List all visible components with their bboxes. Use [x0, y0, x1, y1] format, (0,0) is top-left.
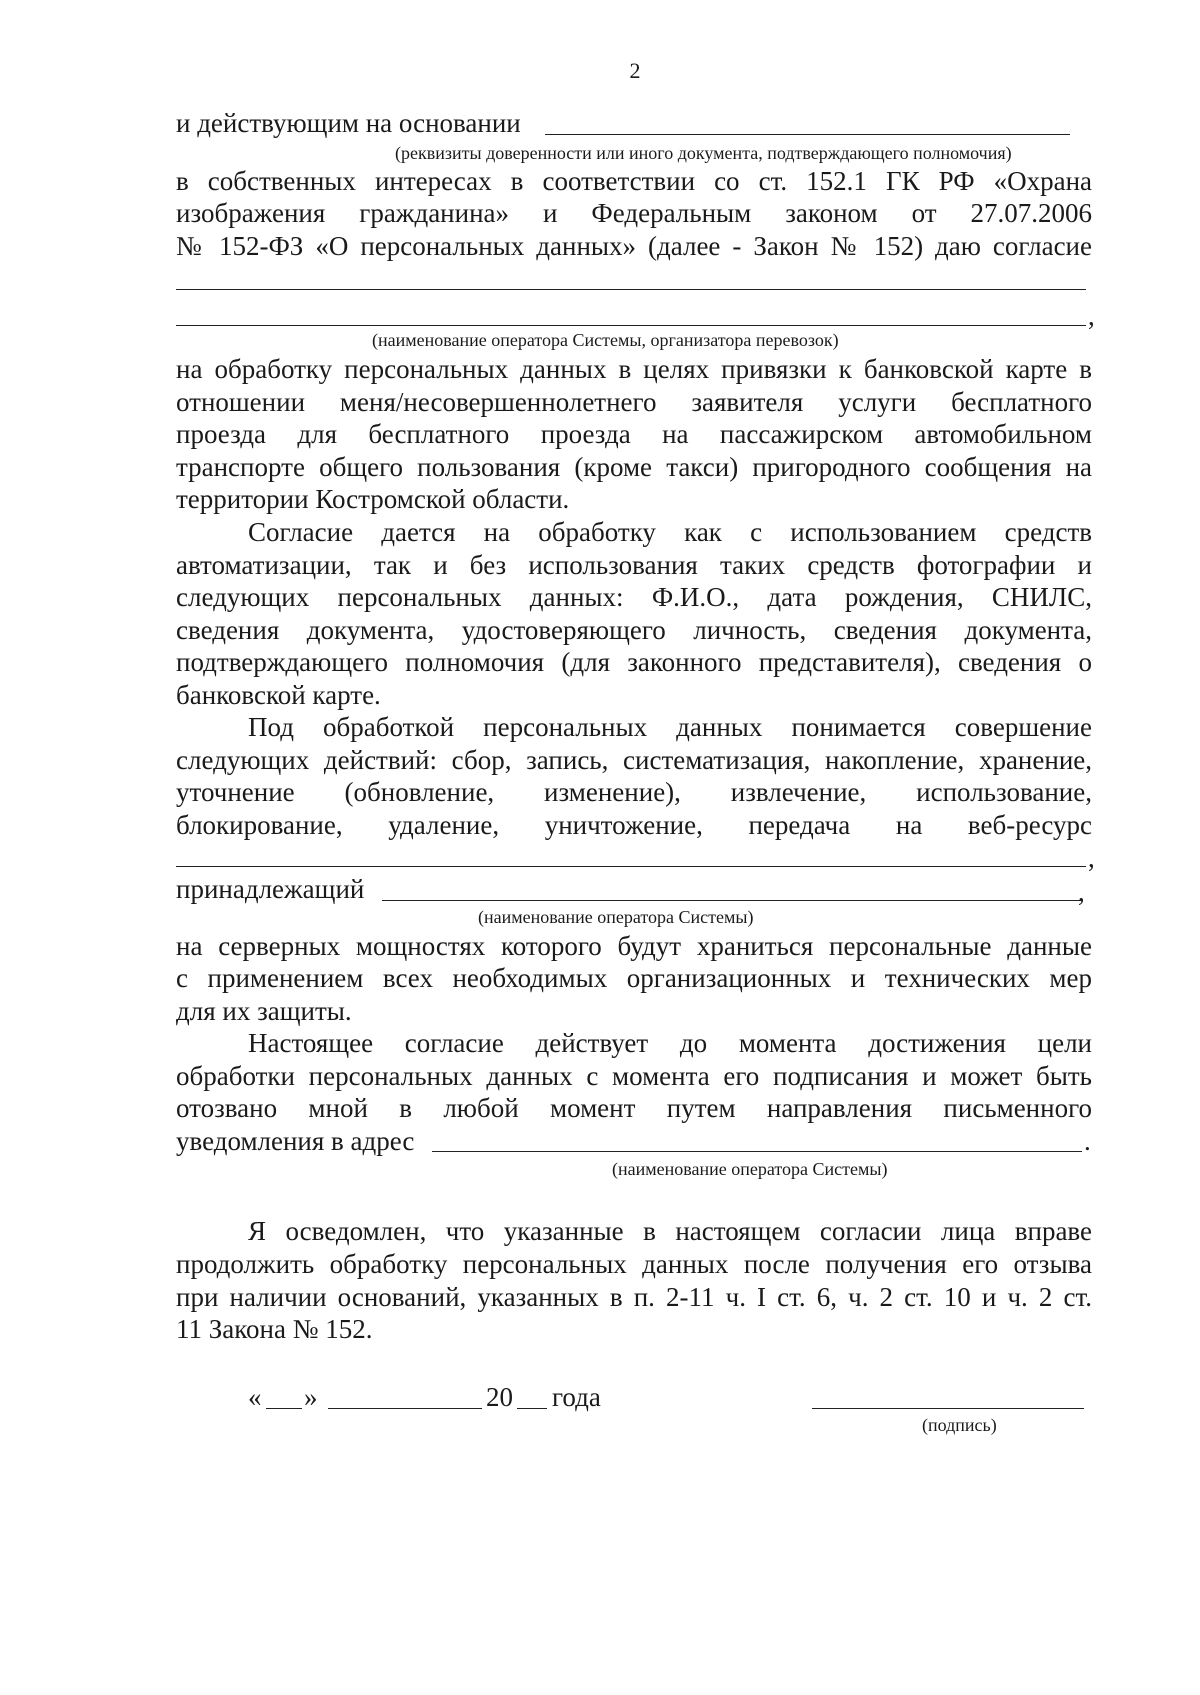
address-field[interactable] [432, 1151, 1082, 1152]
owner-name-caption: (наименование оператора Системы) [478, 907, 754, 927]
paragraph-validity-line: отозвано мной в любой момент путем направления письменного [176, 1093, 1092, 1123]
paragraph-processing-line: Под обработкой персональных данных понимается совершение [248, 712, 1092, 742]
paragraph-withdrawal-line: Я осведомлен, что указанные в настоящем согласии лица вправе [248, 1216, 1092, 1246]
paragraph-consent-scope-line: следующих персональных данных: Ф.И.О., дата рождения, СНИЛС, [176, 582, 1092, 612]
paragraph-withdrawal-line: продолжить обработку персональных данных после получения его отзыва [176, 1249, 1092, 1279]
address-caption: (наименование оператора Системы) [612, 1159, 888, 1179]
operator-name-field-1[interactable] [176, 289, 1086, 290]
paragraph-consent-scope-line: сведения документа, удостоверяющего личность, сведения документа, [176, 615, 1092, 645]
date-close-quote: » [304, 1382, 318, 1412]
address-label: уведомления в адрес [176, 1126, 415, 1156]
address-field-period: . [1084, 1126, 1091, 1156]
paragraph-consent-scope-line: Согласие дается на обработку как с использованием средств [248, 517, 1092, 547]
owner-field-comma: , [1078, 877, 1085, 907]
basis-label: и действующим на основании [176, 108, 521, 138]
operator-name-caption: (наименование оператора Системы, организатора перевозок) [372, 330, 839, 350]
signature-field[interactable] [812, 1408, 1084, 1409]
paragraph-processing-line: блокирование, удаление, уничтожение, передача на веб-ресурс [176, 810, 1092, 840]
date-month-field[interactable] [328, 1408, 482, 1409]
paragraph-purpose-line: на обработку персональных данных в целях привязки к банковской карте в [176, 354, 1092, 384]
date-day-field[interactable] [266, 1408, 302, 1409]
basis-document-field[interactable] [545, 134, 1070, 135]
paragraph-storage-line: с применением всех необходимых организационных и технических мер [176, 963, 1092, 993]
paragraph-purpose-line: проезда для бесплатного проезда на пассажирском автомобильном [176, 419, 1092, 449]
paragraph-legal-basis-line: в собственных интересах в соответствии со ст. 152.1 ГК РФ «Охрана [176, 166, 1092, 196]
paragraph-validity-line: обработки персональных данных с момента его подписания и может быть [176, 1061, 1092, 1091]
paragraph-purpose-line: территории Костромской области. [176, 484, 570, 514]
paragraph-purpose-line: отношении меня/несовершеннолетнего заявителя услуги бесплатного [176, 387, 1092, 417]
paragraph-consent-scope-line: банковской карте. [176, 680, 381, 710]
date-open-quote: « [248, 1382, 262, 1412]
paragraph-validity-line: Настоящее согласие действует до момента достижения цели [248, 1028, 1092, 1058]
basis-document-caption: (реквизиты доверенности или иного документа, подтверждающего полномочия) [395, 143, 1012, 163]
date-year-field[interactable] [517, 1408, 547, 1409]
operator-name-field-2[interactable] [176, 325, 1086, 326]
paragraph-withdrawal-line: при наличии оснований, указанных в п. 2-11 ч. I ст. 6, ч. 2 ст. 10 и ч. 2 ст. [176, 1282, 1092, 1312]
date-year-word: года [552, 1382, 601, 1412]
paragraph-storage-line: на серверных мощностях которого будут храниться персональные данные [176, 931, 1092, 961]
paragraph-purpose-line: транспорте общего пользования (кроме такси) пригородного сообщения на [176, 452, 1092, 482]
paragraph-processing-line: следующих действий: сбор, запись, систематизация, накопление, хранение, [176, 745, 1092, 775]
signature-caption: (подпись) [922, 1415, 997, 1435]
paragraph-storage-line: для их защиты. [176, 996, 352, 1026]
paragraph-consent-scope-line: подтверждающего полномочия (для законного представителя), сведения о [176, 647, 1092, 677]
paragraph-legal-basis-line: № 152-ФЗ «О персональных данных» (далее - Закон № 152) даю согласие [176, 231, 1092, 261]
paragraph-processing-line: уточнение (обновление, изменение), извлечение, использование, [176, 777, 1092, 807]
paragraph-consent-scope-line: автоматизации, так и без использования таких средств фотографии и [176, 550, 1092, 580]
page-number: 2 [629, 58, 641, 83]
paragraph-withdrawal-line: 11 Закона № 152. [176, 1314, 373, 1344]
web-resource-comma: , [1088, 843, 1095, 873]
paragraph-legal-basis-line: изображения гражданина» и Федеральным законом от 27.07.2006 [176, 198, 1092, 228]
operator-field-comma: , [1088, 301, 1095, 331]
web-resource-field[interactable] [176, 866, 1086, 867]
owner-name-field[interactable] [382, 900, 1082, 901]
date-century: 20 [486, 1382, 513, 1412]
owner-label: принадлежащий [176, 874, 365, 904]
